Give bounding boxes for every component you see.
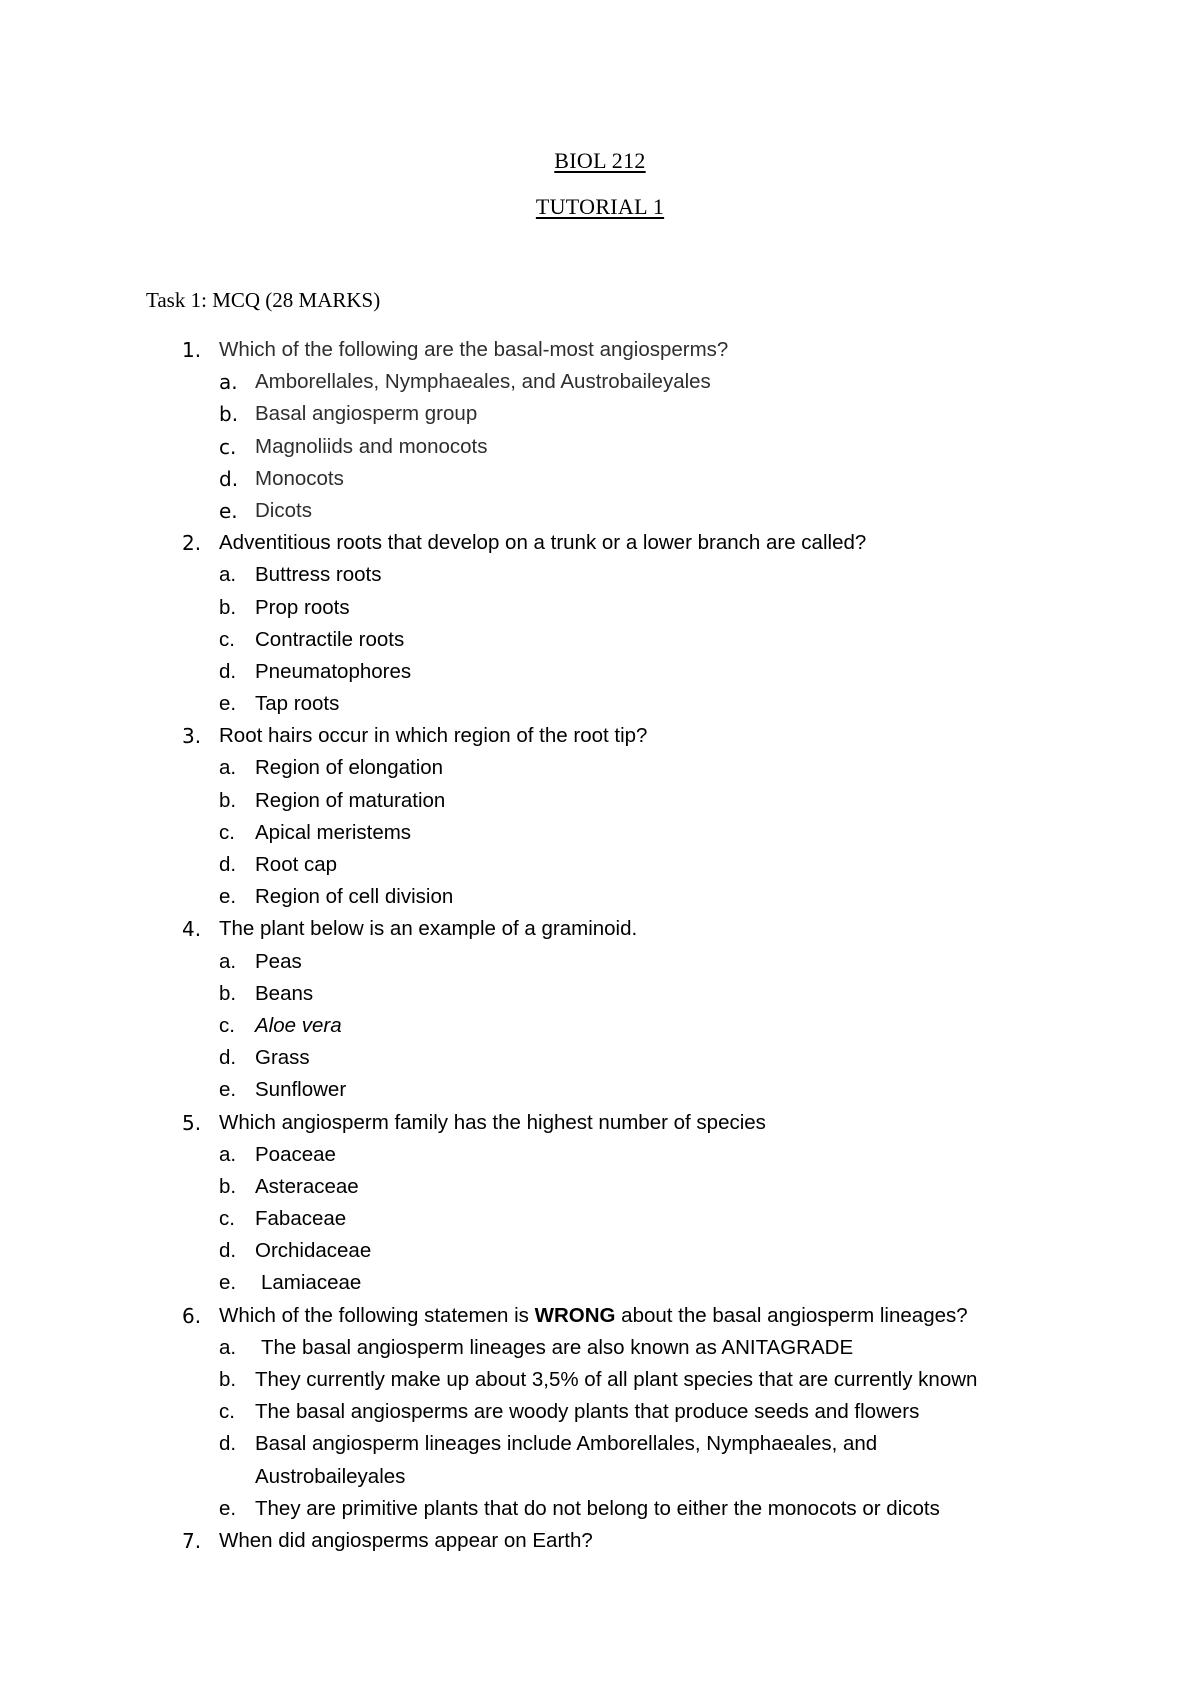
option-text: Prop roots: [255, 595, 350, 619]
option-letter: d.: [219, 466, 239, 491]
option-b: [0, 398, 1200, 430]
option-list: [0, 946, 1200, 1107]
option-text: Orchidaceae: [255, 1239, 372, 1263]
option-a: [0, 946, 1200, 978]
option-c: [0, 1010, 1200, 1042]
option-text: Pneumatophores: [255, 659, 412, 683]
question-emphasis: WRONG: [534, 1303, 616, 1327]
option-text: Region of maturation: [255, 788, 446, 812]
question-4: [0, 913, 1200, 1106]
option-letter: e.: [219, 1496, 237, 1520]
option-b: [0, 1171, 1200, 1203]
option-text: Contractile roots: [255, 627, 405, 651]
question-3: [0, 720, 1200, 913]
option-text: They are primitive plants that do not belong to either the monocots or dicots: [255, 1496, 940, 1520]
option-text: Region of elongation: [255, 756, 444, 780]
option-letter: c.: [219, 820, 235, 844]
option-e: [0, 1074, 1200, 1106]
question-text: When did angiosperms appear on Earth?: [219, 1528, 593, 1552]
option-letter: e.: [219, 692, 237, 716]
option-letter: d.: [219, 1046, 237, 1070]
question-text: Which angiosperm family has the highest number of species: [219, 1110, 766, 1134]
option-letter: a.: [219, 949, 237, 973]
option-c: [0, 1396, 1200, 1428]
option-text: The basal angiosperm lineages are also known as ANITAGRADE: [261, 1335, 854, 1359]
option-letter: a.: [219, 756, 237, 780]
option-d: [0, 849, 1200, 881]
option-text: Sunflower: [255, 1078, 347, 1102]
question-text: Which of the following are the basal-most angiosperms?: [219, 338, 729, 361]
option-letter: e.: [219, 1271, 237, 1295]
option-e: [0, 881, 1200, 913]
option-letter: a.: [219, 1335, 237, 1359]
option-letter: b.: [219, 595, 237, 619]
option-a: [0, 752, 1200, 784]
option-c: [0, 817, 1200, 849]
option-letter: d.: [219, 1432, 237, 1456]
question-number: 3.: [182, 724, 202, 749]
option-d: [0, 1042, 1200, 1074]
option-text: Dicots: [255, 498, 312, 522]
question-7: [0, 1525, 1200, 1557]
option-e: [0, 495, 1200, 527]
option-text: Asteraceae: [255, 1174, 359, 1198]
question-number: 1.: [182, 338, 202, 362]
option-letter: e.: [219, 1078, 237, 1102]
option-b: [0, 592, 1200, 624]
question-text: [219, 1300, 968, 1332]
option-a: [0, 1139, 1200, 1171]
option-d: [0, 1235, 1200, 1267]
question-text: The plant below is an example of a graminoid.: [219, 917, 638, 941]
option-text: Peas: [255, 949, 302, 973]
question-6: [0, 1300, 1200, 1525]
option-letter: c.: [219, 434, 237, 459]
question-number: 5.: [182, 1110, 202, 1135]
option-a: [0, 559, 1200, 591]
option-letter: b.: [219, 788, 237, 812]
question-text-start: Which of the following statemen is: [219, 1303, 535, 1327]
option-letter: b.: [219, 1368, 237, 1391]
option-letter: e.: [219, 498, 238, 523]
option-text: Beans: [255, 981, 314, 1005]
option-letter: b.: [219, 1174, 237, 1198]
question-text: Adventitious roots that develop on a trunk or a lower branch are called?: [219, 531, 867, 555]
option-letter: c.: [219, 1400, 235, 1424]
option-d: [0, 463, 1200, 495]
option-text: Monocots: [255, 466, 344, 490]
option-list: [0, 1139, 1200, 1300]
option-letter: c.: [219, 627, 235, 651]
question-number: 6.: [182, 1303, 202, 1328]
option-list: [0, 366, 1200, 527]
task-heading: Task 1: MCQ (28 MARKS): [146, 288, 381, 312]
option-letter: d.: [219, 659, 237, 683]
option-d: [0, 656, 1200, 688]
option-letter: a.: [219, 563, 237, 587]
option-text: Fabaceae: [255, 1207, 347, 1231]
question-number: 4.: [182, 917, 202, 942]
document-subtitle: TUTORIAL 1: [535, 194, 665, 219]
question-number: 7.: [182, 1528, 202, 1553]
option-c: [0, 1203, 1200, 1235]
option-text: Basal angiosperm lineages include Amborellales, Nymphaeales, and: [255, 1432, 878, 1456]
option-text: They currently make up about 3,5% of all plant species that are currently known: [255, 1368, 978, 1391]
option-letter: d.: [219, 853, 237, 876]
option-text: Tap roots: [255, 692, 340, 716]
document-title: BIOL 212: [554, 148, 646, 173]
option-b: [0, 1364, 1200, 1396]
option-text: Grass: [255, 1046, 310, 1070]
question-text: Root hairs occur in which region of the root tip?: [219, 724, 648, 748]
option-e: [0, 1493, 1200, 1525]
question-text-end: about the basal angiosperm lineages?: [615, 1303, 968, 1327]
option-letter: c.: [219, 1207, 235, 1231]
option-text: Root cap: [255, 853, 338, 876]
option-d: [0, 1428, 1200, 1460]
option-text: Apical meristems: [255, 820, 412, 844]
option-text: Amborellales, Nymphaeales, and Austrobaileyales: [255, 370, 711, 394]
option-e: [0, 1267, 1200, 1299]
option-text: Aloe vera: [255, 1013, 342, 1037]
option-b: [0, 978, 1200, 1010]
option-a: [0, 366, 1200, 398]
question-2: [0, 527, 1200, 720]
option-e: [0, 688, 1200, 720]
question-1: [0, 334, 1200, 527]
option-c: [0, 431, 1200, 463]
option-text: The basal angiosperms are woody plants that produce seeds and flowers: [255, 1400, 920, 1424]
option-letter: d.: [219, 1239, 237, 1263]
question-list: [0, 334, 1200, 1557]
option-text: Buttress roots: [255, 563, 382, 587]
option-text: Basal angiosperm group: [255, 402, 478, 426]
option-text: Magnoliids and monocots: [255, 434, 488, 458]
option-d-continuation: [0, 1461, 1200, 1493]
option-letter: a.: [219, 1142, 237, 1166]
option-letter: b.: [219, 402, 239, 427]
option-b: [0, 785, 1200, 817]
option-letter: c.: [219, 1013, 235, 1037]
option-c: [0, 624, 1200, 656]
option-text: Region of cell division: [255, 885, 454, 909]
option-letter: b.: [219, 981, 237, 1005]
option-list: [0, 559, 1200, 720]
option-text: Lamiaceae: [261, 1271, 362, 1295]
question-number: 2.: [182, 531, 202, 556]
option-a: [0, 1332, 1200, 1364]
option-letter: e.: [219, 885, 237, 909]
option-text-continuation: Austrobaileyales: [255, 1464, 406, 1488]
option-text: Poaceae: [255, 1142, 336, 1166]
option-list: [0, 752, 1200, 913]
option-list: [0, 1332, 1200, 1525]
question-5: [0, 1107, 1200, 1300]
option-letter: a.: [219, 370, 238, 395]
